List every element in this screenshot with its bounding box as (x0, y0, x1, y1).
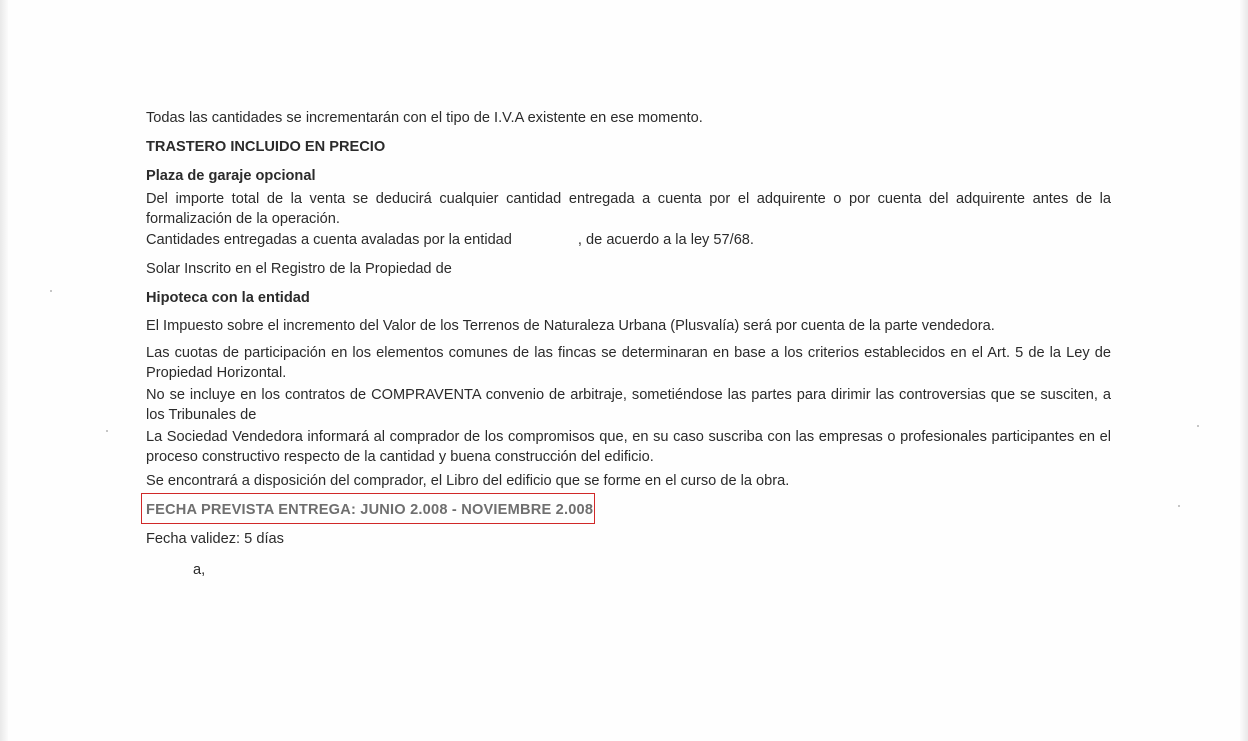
libro-line: Se encontrará a disposición del comprador, el Libro del edificio que se forme en el curso de la obra. (146, 473, 790, 489)
sociedad-paragraph: La Sociedad Vendedora informará al comprador de los compromisos que, en su caso suscriba con las empresas o profesionales participantes en el proceso constructivo respecto de la cantidad y buena construcción del edificio. (146, 429, 1111, 465)
solar-line: Solar Inscrito en el Registro de la Propiedad de (146, 261, 452, 277)
signature-place-line: a, (193, 562, 206, 578)
cuotas-paragraph: Las cuotas de participación en los elementos comunes de las fincas se determinaran en base a los criterios establecidos en el Art. 5 de la Ley de Propiedad Horizontal. (146, 345, 1111, 381)
garaje-heading: Plaza de garaje opcional (146, 168, 316, 184)
scan-speck (1197, 425, 1199, 427)
page-left-edge (0, 0, 8, 741)
importe-paragraph: Del importe total de la venta se deducirá cualquier cantidad entregada a cuenta por el adquirente o por cuenta del adquirente antes de la formalización de la operación. (146, 191, 1111, 227)
iva-line: Todas las cantidades se incrementarán con el tipo de I.V.A existente en ese momento. (146, 110, 703, 126)
trastero-heading: TRASTERO INCLUIDO EN PRECIO (146, 139, 386, 155)
fecha-validez-line: Fecha validez: 5 días (146, 531, 284, 547)
cantidades-ley-text: , de acuerdo a la ley 57/68. (577, 232, 754, 248)
fecha-entrega-text: FECHA PREVISTA ENTREGA: JUNIO 2.008 - NOVIEMBRE 2.008 (146, 502, 594, 518)
impuesto-line: El Impuesto sobre el incremento del Valor de los Terrenos de Naturaleza Urbana (Plusvalía) será por cuenta de la parte vendedora. (146, 318, 995, 334)
cantidades-text: Cantidades entregadas a cuenta avaladas por la entidad (146, 232, 512, 248)
arbitraje-paragraph: No se incluye en los contratos de COMPRAVENTA convenio de arbitraje, sometiéndose las partes para dirimir las controversias que se susciten, a los Tribunales de (146, 387, 1111, 423)
cantidades-line (146, 230, 754, 250)
scan-speck (50, 290, 52, 292)
page-right-edge (1240, 0, 1248, 741)
scan-speck (106, 430, 108, 432)
scan-speck (1178, 505, 1180, 507)
hipoteca-heading: Hipoteca con la entidad (146, 290, 310, 306)
